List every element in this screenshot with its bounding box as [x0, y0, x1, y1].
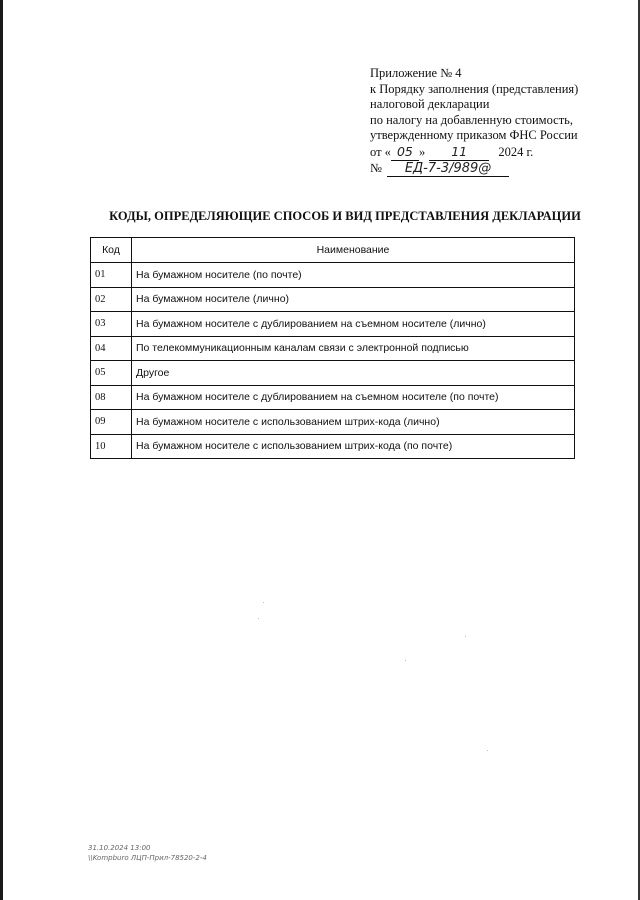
date-year: 2024 г.	[498, 144, 534, 159]
table-row	[91, 385, 575, 410]
number-prefix: №	[370, 160, 382, 175]
row-code: 03	[91, 312, 132, 337]
annex-line: к Порядку заполнения (представления)	[370, 81, 579, 96]
scan-edge-left	[0, 0, 3, 900]
table-row	[91, 361, 575, 386]
annex-header	[370, 66, 620, 177]
row-code: 02	[91, 287, 132, 312]
annex-line: по налогу на добавленную стоимость,	[370, 112, 573, 127]
date-prefix: от «	[370, 144, 391, 159]
row-name: На бумажном носителе с дублированием на съемном носителе (лично)	[132, 312, 575, 337]
row-code: 05	[91, 361, 132, 386]
print-footer	[88, 843, 207, 863]
date-mid: »	[418, 144, 426, 159]
row-name: Другое	[132, 361, 575, 386]
row-name: По телекоммуникационным каналам связи с электронной подписью	[132, 336, 575, 361]
scan-noise	[255, 600, 495, 750]
row-name: На бумажном носителе с использованием штрих-кода (по почте)	[132, 434, 575, 459]
annex-number	[370, 161, 620, 178]
row-code: 08	[91, 385, 132, 410]
footer-path: \\Kompburo ЛЦП-Прил-78520-2-4	[88, 854, 207, 862]
row-name: На бумажном носителе (лично)	[132, 287, 575, 312]
header-name: Наименование	[132, 238, 575, 263]
date-month: 11	[429, 144, 489, 161]
table-row	[91, 312, 575, 337]
annex-date	[370, 144, 620, 161]
date-day: 05	[391, 144, 419, 161]
annex-line: утвержденному приказом ФНС России	[370, 128, 578, 143]
row-code: 10	[91, 434, 132, 459]
row-name: На бумажном носителе с дублированием на съемном носителе (по почте)	[132, 385, 575, 410]
row-name: На бумажном носителе с использованием штрих-кода (лично)	[132, 410, 575, 435]
row-code: 04	[91, 336, 132, 361]
row-code: 01	[91, 263, 132, 288]
table-row	[91, 263, 575, 288]
footer-timestamp: 31.10.2024 13:00	[88, 844, 151, 852]
table-row	[91, 434, 575, 459]
row-code: 09	[91, 410, 132, 435]
codes-table	[90, 237, 575, 459]
page-title: КОДЫ, ОПРЕДЕЛЯЮЩИЕ СПОСОБ И ВИД ПРЕДСТАВЛЕНИЯ ДЕКЛАРАЦИИ	[109, 209, 581, 223]
row-name: На бумажном носителе (по почте)	[132, 263, 575, 288]
header-code: Код	[91, 238, 132, 263]
table-row	[91, 287, 575, 312]
annex-title: Приложение № 4	[370, 66, 462, 80]
table-header-row	[91, 238, 575, 263]
table-row	[91, 410, 575, 435]
annex-line: налоговой декларации	[370, 97, 490, 112]
number-value: ЕД-7-3/989@	[387, 161, 509, 178]
table-row	[91, 336, 575, 361]
